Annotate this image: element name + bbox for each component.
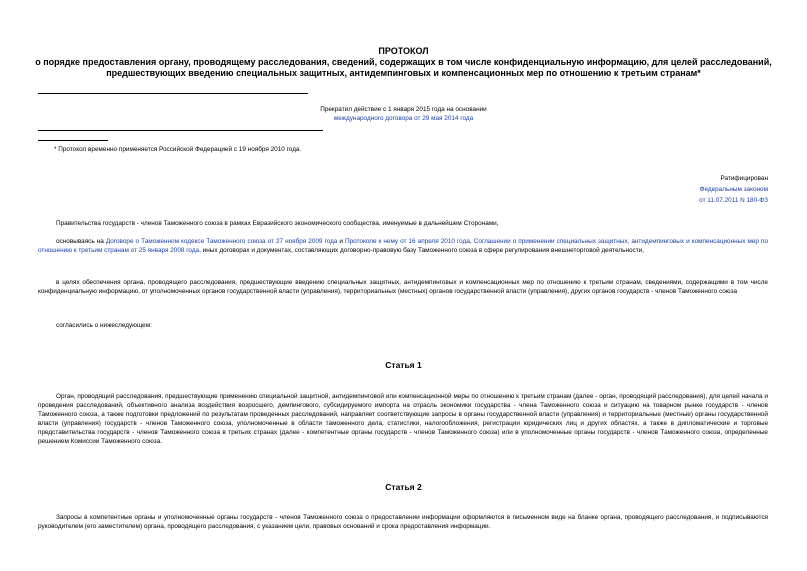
article-1-text: Орган, проводящий расследования, предшествующие применению специальной защитной, антидемпинговой или компенсационной меры по отношению к третьим странам (далее - орган, проводящий расследования), для целей начала и проведения расследований, объективного анализа воздействия возросшего, демпингового, субсидируемого импорта на отрасль экономики государства - члена Таможенного союза и ситуацию на товарном рынке государств - членов Таможенного союза, а также подготовки предложений по результатам проведенных расследований, направляет соответствующие запросы в органы государственной власти (управления) и территориальные (местные) органы государственной власти (управления) государств - членов Таможенного союза, уполномоченные в области таможенного дела, статистики, налогообложения, регистрации юридических лиц и других областях, а также в дипломатические и торговые представительства государств - членов Таможенного союза в третьих странах (далее - компетентные органы государств - членов Таможенного союза) или в уполномоченные органы государств - членов Таможенного союза, определенные решением Комиссии Таможенного союза. [38, 393, 768, 445]
paragraph-agreed: согласились о нижеследующем: [56, 322, 152, 329]
basis-and: и [337, 238, 345, 245]
paragraph-basis [38, 237, 768, 255]
article-2-text: Запросы в компетентные органы и уполномоченные органы государств - членов Таможенного союза о предоставлении информации оформляются в письменном виде на бланке органа, проводящего расследования, и подписываются руководителем (его заместителем) органа, проводящего расследования, с указанием цели, правовых оснований и срока предоставления информации. [38, 514, 768, 530]
document-subtitle-line2: предшествующих введению специальных защитных, антидемпинговых и компенсационных мер по отношению к третьим странам* [106, 68, 701, 78]
customs-code-treaty-link[interactable]: Договоре о Таможенном кодексе Таможенного союза от 27 ноября 2009 года [105, 238, 338, 245]
article-2-heading: Статья 2 [385, 482, 422, 492]
footnote: * Протокол временно применяется Российской Федерацией с 19 ноября 2010 года. [54, 146, 302, 153]
basis-suffix: , иных договорах и документах, составляющих договорно-правовую базу Таможенного союза в сфере регулирования внешнеторговой деятельности, [199, 247, 645, 254]
paragraph-purpose: в целях обеспечения органа, проводящего расследования, предшествующие введению специальных защитных, антидемпинговых и компенсационных мер по отношению к третьим странам, сведениями, содержащими в том числе конфиденциальную информацию, от уполномоченных органов государственной власти (управления), территориальных (местных) органов государственной власти (управления), других органов государств - членов Таможенного союза [38, 279, 768, 295]
protocol-link[interactable]: Протоколе к нему от 16 апреля 2010 года [345, 238, 470, 245]
separator-line-top [38, 93, 308, 94]
document-title: ПРОТОКОЛ [378, 46, 429, 56]
footnote-rule [38, 140, 108, 141]
termination-note: Прекратил действие с 1 января 2015 года на основании [320, 106, 487, 113]
termination-link[interactable]: международного договора от 29 мая 2014 года [333, 115, 474, 122]
agreement-link[interactable]: Соглашении о применении специальных защитных, антидемпинговых и компенсационных мер по отношению к третьим странам от 25 января 2008 года [38, 238, 769, 254]
basis-comma: , [469, 238, 474, 245]
ratified-law-link[interactable]: Федеральным законом [699, 186, 768, 193]
article-1-heading: Статья 1 [385, 360, 422, 370]
ratified-law-number-link[interactable]: от 11.07.2011 N 180-ФЗ [699, 197, 768, 204]
document-subtitle-line1: о порядке предоставления органу, проводящему расследования, сведений, содержащих в том числе конфиденциальную информацию, для целей расследований, [35, 57, 772, 67]
basis-prefix: основываясь на [56, 238, 106, 245]
paragraph-intro: Правительства государств - членов Таможенного союза в рамках Евразийского экономического сообщества, именуемые в дальнейшем Сторонами, [56, 220, 499, 227]
ratified-label: Ратифицирован [720, 175, 768, 182]
separator-line-bottom [38, 130, 323, 131]
